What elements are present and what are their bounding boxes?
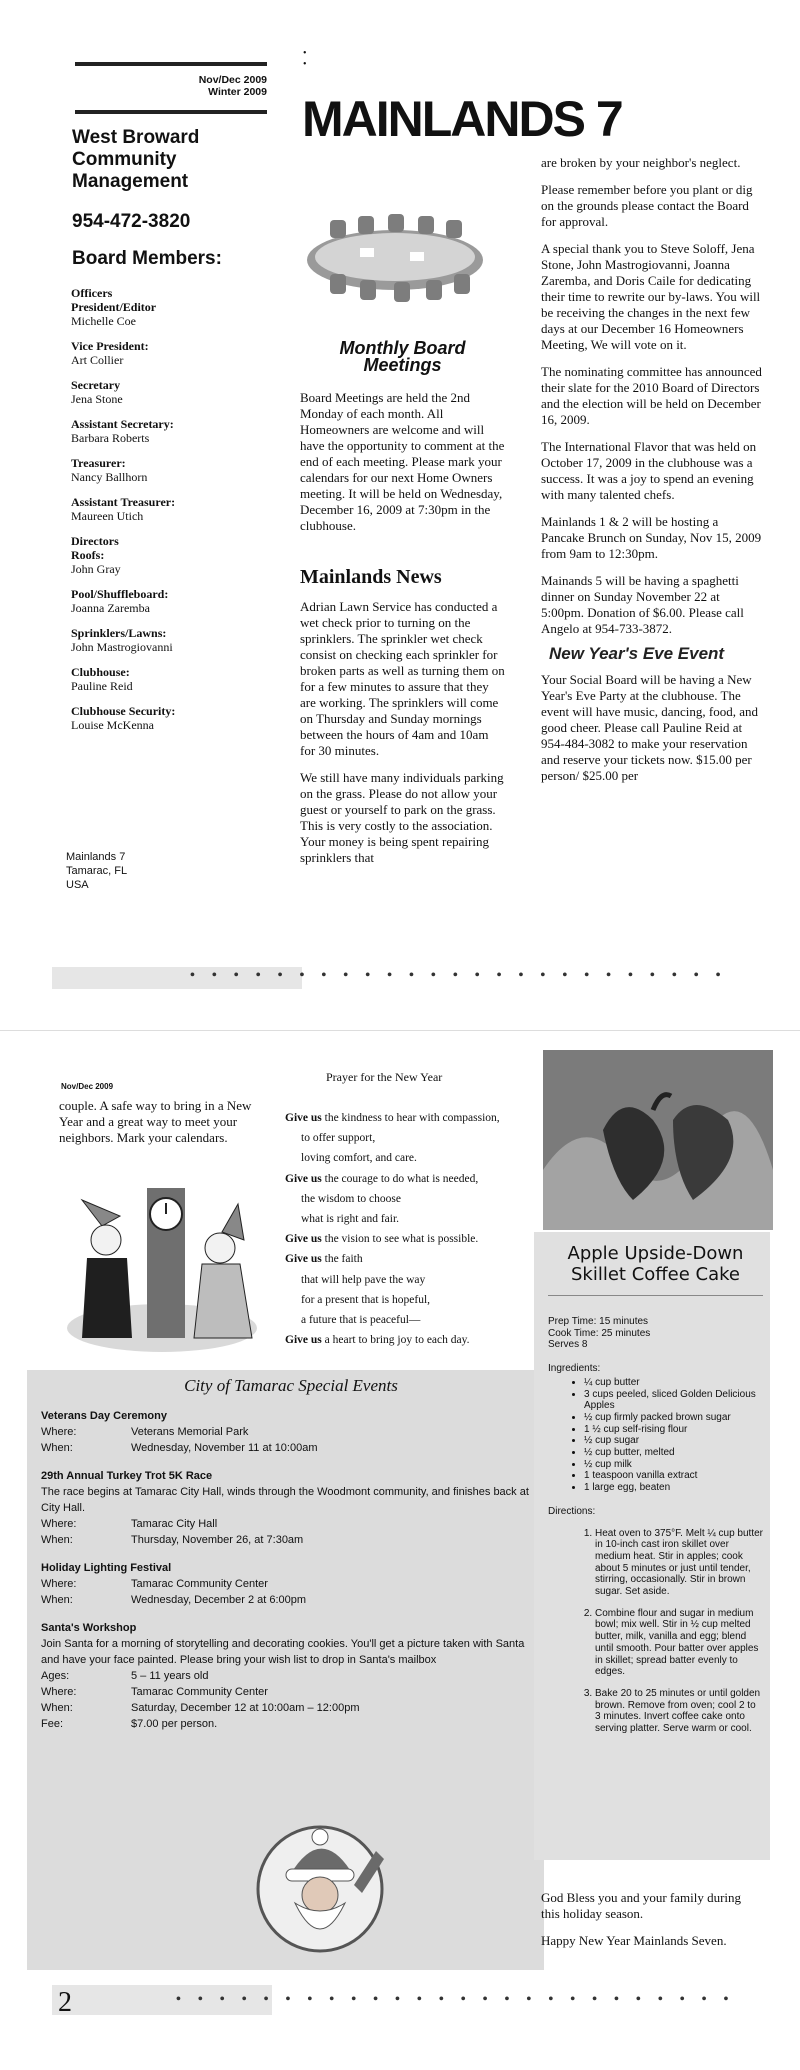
role-name: Nancy Ballhorn (71, 470, 148, 484)
santa-icon (250, 1815, 390, 1960)
prayer-lead: Give us (285, 1112, 322, 1124)
role-name: Jena Stone (71, 392, 123, 406)
role-name: Pauline Reid (71, 679, 133, 693)
prayer-lead: Give us (285, 1233, 322, 1246)
role-title: Clubhouse Security: (71, 704, 176, 718)
conference-table-icon (300, 212, 490, 309)
role-title: Directors Roofs: (71, 534, 119, 562)
nye-text: Your Social Board will be having a New Year's Eve Party at the clubhouse. The event will have music, dancing, food, and good cheer. Please call Pauline Reid at 954-484-3082 to make your reservation and reserve your tickets now. $15.00 per person/ $25.00 per (541, 672, 758, 783)
role-name: Louise McKenna (71, 718, 154, 732)
event-row (41, 1668, 541, 1684)
meetings-heading: Monthly Board Meetings (339, 338, 466, 375)
event-row (41, 1684, 541, 1700)
prayer-line (285, 1249, 545, 1269)
news-paragraph: Mainlands 1 & 2 will be hosting a Pancake Brunch on Sunday, Nov 15, 2009 from 9am to 12:30pm. (541, 514, 762, 561)
board-role (71, 587, 271, 615)
event-row-value: Wednesday, December 2 at 6:00pm (131, 1594, 307, 1606)
prayer-line (285, 1189, 545, 1209)
news-paragraph: A special thank you to Steve Soloff, Jena Stone, John Mastrogiovanni, Joanna Zaremba, and Doris Caile for dedicating their time to rewrite our by-laws. You will be receiving the changes in the next few days at our December 16 Homeowners Meeting, We will vote on it. (541, 241, 761, 352)
prayer-text: the courage to do what is needed, (321, 1172, 479, 1185)
news-paragraph: Adrian Lawn Service has conducted a wet check prior to turning on the sprinklers. The sprinkler wet check consist on checking each sprinkler for broken parts as well as turning them on for a few minutes to assure that they are working. The sprinklers will come on Thursday and Sunday mornings between the hours of 4am and 10am for 30 minutes. (300, 599, 505, 758)
address-line: Mainlands 7 (66, 851, 126, 863)
header-rule-bottom (75, 110, 267, 114)
ingredient: • ½ cup milk (584, 1459, 763, 1471)
meetings-text: Board Meetings are held the 2nd Monday of each month. All Homeowners are welcome and will have the opportunity to comment at the end of each meeting. Please mark your calendars for our next Home Owners meeting. It will be held on Wednesday, December 16, 2009 at 7:30pm in the clubhouse. (300, 390, 505, 533)
board-role (71, 665, 271, 693)
board-role (71, 378, 271, 406)
board-heading: Board Members: (72, 248, 222, 269)
org-name: West Broward Community Management (72, 127, 200, 192)
event-row-label: Where: (41, 1426, 77, 1438)
event-row-value: $7.00 per person. (131, 1718, 218, 1730)
events-list (41, 1378, 541, 1732)
board-role (71, 626, 271, 654)
issue-date: Nov/Dec 2009 Winter 2009 (198, 74, 267, 98)
prayer-text: the faith (321, 1253, 363, 1266)
ingredients-label: Ingredients: (548, 1363, 601, 1375)
page2-date: Nov/Dec 2009 (61, 1082, 114, 1091)
direction-step: 3. Bake 20 to 25 minutes or until golden brown. Remove from oven; cool 2 to 3 minutes. Invert coffee cake onto serving platter. Serve warm or cool. (595, 1688, 763, 1735)
role-title: Treasurer: (71, 456, 126, 470)
news-paragraph: The International Flavor that was held on October 17, 2009 in the clubhouse was a success. It was a joy to spend an evening with many talented chefs. (541, 439, 757, 502)
event-row-value: 5 – 11 years old (131, 1670, 209, 1682)
prayer-text (285, 1108, 545, 1350)
prayer-title: Prayer for the New Year (326, 1070, 443, 1084)
address (66, 850, 127, 892)
ingredient: • ½ cup firmly packed brown sugar (584, 1412, 763, 1424)
recipe-divider (548, 1295, 763, 1296)
board-role (71, 417, 271, 445)
couple-text: couple. A safe way to bring in a New Year and a great way to meet your neighbors. Mark your calendars. (59, 1098, 252, 1145)
board-role (71, 339, 271, 367)
prayer-text: a future that is peaceful— (301, 1314, 421, 1327)
prayer-text: to offer support, (301, 1132, 376, 1145)
event-row-value: Wednesday, November 11 at 10:00am (131, 1442, 318, 1454)
event-row-label: Where: (41, 1686, 77, 1698)
prayer-text: for a present that is hopeful, (301, 1293, 431, 1306)
board-roles-list (71, 286, 271, 743)
role-title: Assistant Treasurer: (71, 495, 176, 509)
prayer-text: loving comfort, and care. (301, 1152, 417, 1165)
event-row-value: Thursday, November 26, at 7:30am (131, 1534, 304, 1546)
role-name: Joanna Zaremba (71, 601, 150, 615)
role-name: John Mastrogiovanni (71, 640, 173, 654)
event-name: 29th Annual Turkey Trot 5K Race (41, 1470, 213, 1482)
prayer-line (285, 1108, 545, 1128)
page-number: 2 (58, 1987, 72, 2018)
ingredient: • 3 cups peeled, sliced Golden Delicious Apples (584, 1389, 763, 1412)
board-role (71, 495, 271, 523)
address-line: Tamarac, FL (66, 865, 128, 877)
prayer-text: a heart to bring joy to each day. (321, 1334, 470, 1347)
direction-step: 2. Combine flour and sugar in medium bowl; mix well. Stir in ½ cup melted butter, milk, vanilla and egg; blend until smooth. Pour batter over apples in skillet; spread batter evenly to edges. (595, 1608, 763, 1678)
event-row (41, 1532, 541, 1548)
main-column (300, 390, 505, 877)
event-row-value: Tamarac Community Center (131, 1686, 268, 1698)
event-row-value: Saturday, December 12 at 10:00am – 12:00pm (131, 1702, 360, 1714)
role-name: Maureen Utich (71, 509, 144, 523)
cook-time: Cook Time: 25 minutes (548, 1327, 651, 1339)
role-name: Barbara Roberts (71, 431, 150, 445)
prayer-text: that will help pave the way (301, 1273, 426, 1286)
event-row-label: When: (41, 1534, 73, 1546)
footer-dots: •••••••••••••••••••••••••• (176, 1992, 746, 2007)
event-desc: The race begins at Tamarac City Hall, winds through the Woodmont community, and finishes back at City Hall. (41, 1486, 529, 1514)
event-row-value: Tamarac Community Center (131, 1578, 268, 1590)
directions-list (548, 1528, 763, 1735)
prayer-line (285, 1270, 545, 1290)
right-column (541, 155, 763, 795)
prayer-lead: Give us (285, 1334, 322, 1347)
event-row (41, 1592, 541, 1608)
role-title: Sprinklers/Lawns: (71, 626, 167, 640)
board-role (71, 704, 271, 732)
news-paragraph: Please remember before you plant or dig on the grounds please contact the Board for approval. (541, 182, 753, 229)
prayer-text: the wisdom to choose (301, 1192, 401, 1205)
event-row-label: Fee: (41, 1718, 64, 1730)
role-name: John Gray (71, 562, 121, 576)
nye-heading: New Year's Eve Event (549, 644, 725, 663)
board-role (71, 286, 271, 328)
event-row-label: When: (41, 1442, 73, 1454)
prayer-lead: Give us (285, 1253, 322, 1266)
event-name: Holiday Lighting Festival (41, 1562, 172, 1574)
event-row-value: Tamarac City Hall (131, 1518, 218, 1530)
directions-label: Directions: (548, 1505, 596, 1517)
event-desc: Join Santa for a morning of storytelling and decorating cookies. You'll get a picture taken with Santa and have your face painted. Please bring your wish list to drop in Santa's mailbox (41, 1638, 525, 1666)
news-paragraph: Mainands 5 will be having a spaghetti dinner on Sunday November 22 at 5:00pm. Donation of $6.00. Please call Angelo at 954-733-3872. (541, 573, 744, 636)
closing-text: God Bless you and your family during this holiday season. Happy New Year Mainlands Seven. (541, 1890, 742, 1948)
event-name: Santa's Workshop (41, 1622, 137, 1634)
ingredient: • ½ cup sugar (584, 1435, 763, 1447)
role-title: Clubhouse: (71, 665, 130, 679)
ingredient: • 1 large egg, beaten (584, 1482, 763, 1494)
page-separator (0, 1030, 800, 1031)
event-row (41, 1700, 541, 1716)
role-name: Art Collier (71, 353, 124, 367)
ingredient: • 1 ½ cup self-rising flour (584, 1424, 763, 1436)
prayer-line (285, 1310, 545, 1330)
event-row (41, 1424, 541, 1440)
prayer-text: the kindness to hear with compassion, (321, 1112, 500, 1124)
chili-peppers-icon (543, 1050, 773, 1235)
recipe (548, 1243, 763, 1745)
ingredient: • 1 teaspoon vanilla extract (584, 1470, 763, 1482)
role-title: Officers President/Editor (71, 286, 157, 314)
ingredients-list (548, 1377, 763, 1494)
event-row-label: Where: (41, 1578, 77, 1590)
prayer-text: the vision to see what is possible. (321, 1233, 479, 1246)
prayer-lead: Give us (285, 1172, 322, 1185)
stray-mark: • • (303, 48, 307, 70)
ingredient: • ½ cup butter, melted (584, 1447, 763, 1459)
event-row (41, 1440, 541, 1456)
news-paragraph: We still have many individuals parking on the grass. Please do not allow your guest or yourself to park on the grass. This is very costly to the association. Your money is being spent repairing sprinklers that (300, 770, 504, 865)
serves: Serves 8 (548, 1339, 588, 1351)
prayer-line (285, 1169, 545, 1189)
ingredient: • ¼ cup butter (584, 1377, 763, 1389)
prayer-line (285, 1148, 545, 1168)
event-row-value: Veterans Memorial Park (131, 1426, 249, 1438)
footer-dots: ••••••••••••••••••••••••• (190, 968, 738, 983)
news-paragraph: are broken by your neighbor's neglect. (541, 155, 741, 170)
events-title: City of Tamarac Special Events (184, 1376, 398, 1395)
event-row-label: Where: (41, 1518, 77, 1530)
prayer-line (285, 1290, 545, 1310)
prayer-line (285, 1209, 545, 1229)
direction-step: 1. Heat oven to 375°F. Melt ¼ cup butter in 10-inch cast iron skillet over medium heat. Stir in apples; cook about 5 minutes or just until tender, stirring, occasionally. Stir in brown sugar. Set aside. (595, 1528, 763, 1598)
masthead: MAINLANDS 7 (302, 91, 622, 147)
prayer-line (285, 1128, 545, 1148)
role-name: Michelle Coe (71, 314, 136, 328)
phone-number: 954-472-3820 (72, 211, 191, 232)
news-paragraph: The nominating committee has announced their slate for the 2010 Board of Directors and the election will be held on December 16, 2009. (541, 364, 762, 427)
prayer-text: what is right and fair. (301, 1213, 400, 1226)
event-row (41, 1516, 541, 1532)
prep-time: Prep Time: 15 minutes (548, 1316, 649, 1327)
event-row-label: When: (41, 1702, 73, 1714)
role-title: Pool/Shuffleboard: (71, 587, 169, 601)
event-row (41, 1576, 541, 1592)
role-title: Vice President: (71, 339, 149, 353)
role-title: Assistant Secretary: (71, 417, 174, 431)
address-line: USA (66, 879, 89, 891)
news-heading: Mainlands News (300, 566, 442, 588)
recipe-title: Apple Upside-Down Skillet Coffee Cake (567, 1243, 744, 1285)
header-rule-top (75, 62, 267, 66)
board-role (71, 534, 271, 576)
event-row-label: When: (41, 1594, 73, 1606)
event-name: Veterans Day Ceremony (41, 1410, 167, 1422)
event-row (41, 1716, 541, 1732)
role-title: Secretary (71, 378, 121, 392)
board-role (71, 456, 271, 484)
new-year-couple-icon (62, 1178, 262, 1363)
prayer-line (285, 1229, 545, 1249)
event-row-label: Ages: (41, 1670, 70, 1682)
prayer-line (285, 1330, 545, 1350)
